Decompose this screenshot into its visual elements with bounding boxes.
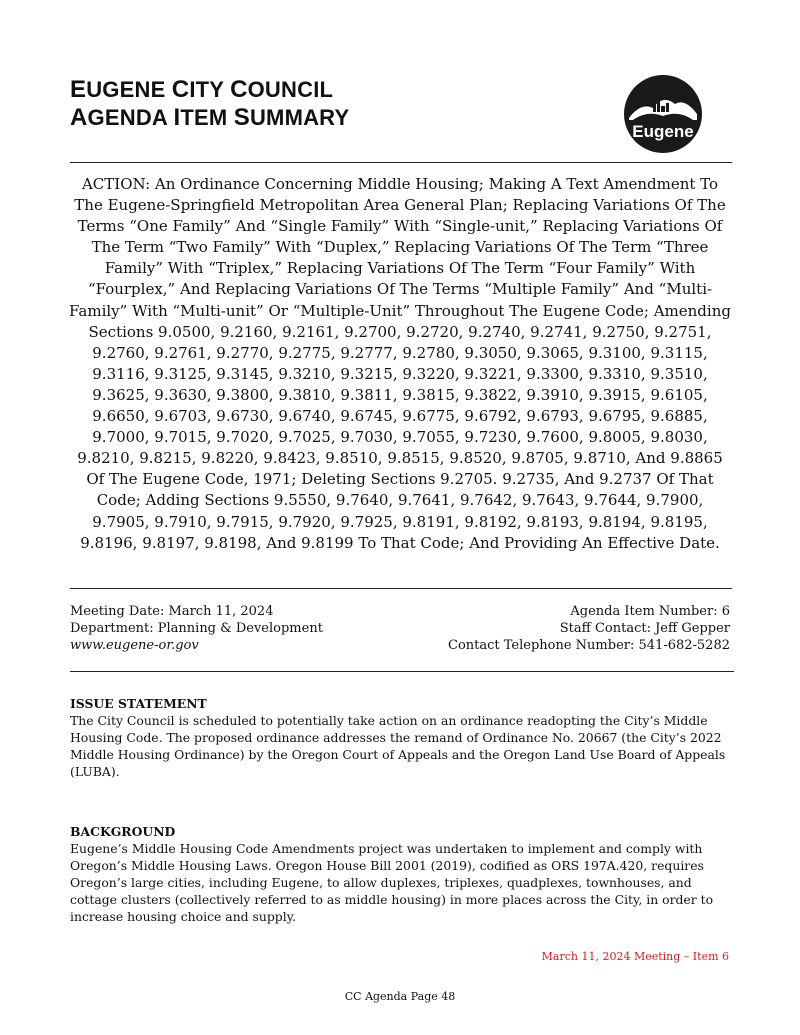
meeting-date: Meeting Date: March 11, 2024 — [70, 604, 274, 619]
meeting-info — [70, 603, 730, 654]
eugene-logo-icon — [623, 74, 703, 154]
background-heading: BACKGROUND — [70, 824, 176, 839]
page-number-footer: CC Agenda Page 48 — [344, 990, 456, 1003]
divider-action — [70, 588, 732, 589]
action-description: ACTION: An Ordinance Concerning Middle Housing; Making A Text Amendment To The Eugene-Springfield Metropolitan Area General Plan; Replacing Variations Of The Terms “One Family” And “Single Family” With “Single-unit,” Replacing Variations Of The Term “Two Family” With “Duplex,” Replacing Variations Of The Term “Three Family” With “Triplex,” Replacing Variations Of The Term “Four Family” With “Fourplex,” And Replacing Variations Of The Terms “Multiple Family” And “Multi-Family” With “Multi-unit” Or “Multiple-Unit” Throughout The Eugene Code; Amending Sections 9.0500, 9.2160, 9.2161, 9.2700, 9.2720, 9.2740, 9.2741, 9.2750, 9.2751, 9.2760, 9.2761, 9.2770, 9.2775, 9.2777, 9.2780, 9.3050, 9.3065, 9.3100, 9.3115, 9.3116, 9.3125, 9.3145, 9.3210, 9.3215, 9.3220, 9.3221, 9.3300, 9.3310, 9.3510, 9.3625, 9.3630, 9.3800, 9.3810, 9.3811, 9.3815, 9.3822, 9.3910, 9.3915, 9.6105, 9.6650, 9.6703, 9.6730, 9.6740, 9.6745, 9.6775, 9.6792, 9.6793, 9.6795, 9.6885, 9.7000, 9.7015, 9.7020, 9.7025, 9.7030, 9.7055, 9.7230, 9.7600, 9.8005, 9.8030, 9.8210, 9.8215, 9.8220, 9.8423, 9.8510, 9.8515, 9.8520, 9.8705, 9.8710, And 9.8865 Of The Eugene Code, 1971; Deleting Sections 9.2705. 9.2735, And 9.2737 Of That Code; Adding Sections 9.5550, 9.7640, 9.7641, 9.7642, 9.7643, 9.7644, 9.7900, 9.7905, 9.7910, 9.7915, 9.7920, 9.7925, 9.8191, 9.8192, 9.8193, 9.8194, 9.8195, 9.8196, 9.8197, 9.8198, And 9.8199 To That Code; And Providing An Effective Date. — [69, 175, 731, 552]
department: Department: Planning & Development — [70, 621, 323, 636]
issue-statement-body: The City Council is scheduled to potentially take action on an ordinance readopting the City’s Middle Housing Code. The proposed ordinance addresses the remand of Ordinance No. 20667 (the City’s 2022 Middle Housing Ordinance) by the Oregon Court of Appeals and the Oregon Land Use Board of Appeals (LUBA). — [70, 713, 726, 779]
title-line-1: EUGENE CITY COUNCIL — [70, 76, 334, 103]
meeting-item-footer: March 11, 2024 Meeting – Item 6 — [541, 950, 729, 963]
divider-meta — [70, 671, 734, 672]
contact-telephone: Contact Telephone Number: 541-682-5282 — [448, 638, 730, 653]
staff-contact: Staff Contact: Jeff Gepper — [559, 621, 730, 636]
divider-top — [70, 162, 732, 163]
logo-text: Eugene — [632, 122, 694, 141]
issue-statement-heading: ISSUE STATEMENT — [70, 696, 207, 711]
website-link[interactable]: www.eugene-or.gov — [70, 638, 199, 653]
issue-statement-section — [70, 695, 732, 780]
agenda-item-number: Agenda Item Number: 6 — [570, 604, 730, 619]
title-line-2: AGENDA ITEM SUMMARY — [70, 104, 350, 131]
background-section — [70, 823, 732, 925]
background-body: Eugene’s Middle Housing Code Amendments project was undertaken to implement and comply with Oregon’s Middle Housing Laws. Oregon House Bill 2001 (2019), codified as ORS 197A.420, requires Oregon’s large cities, including Eugene, to allow duplexes, triplexes, quadplexes, townhouses, and cottage clusters (collectively referred to as middle housing) in more places across the City, in order to increase housing choice and supply. — [70, 841, 714, 924]
document-title — [70, 76, 349, 132]
